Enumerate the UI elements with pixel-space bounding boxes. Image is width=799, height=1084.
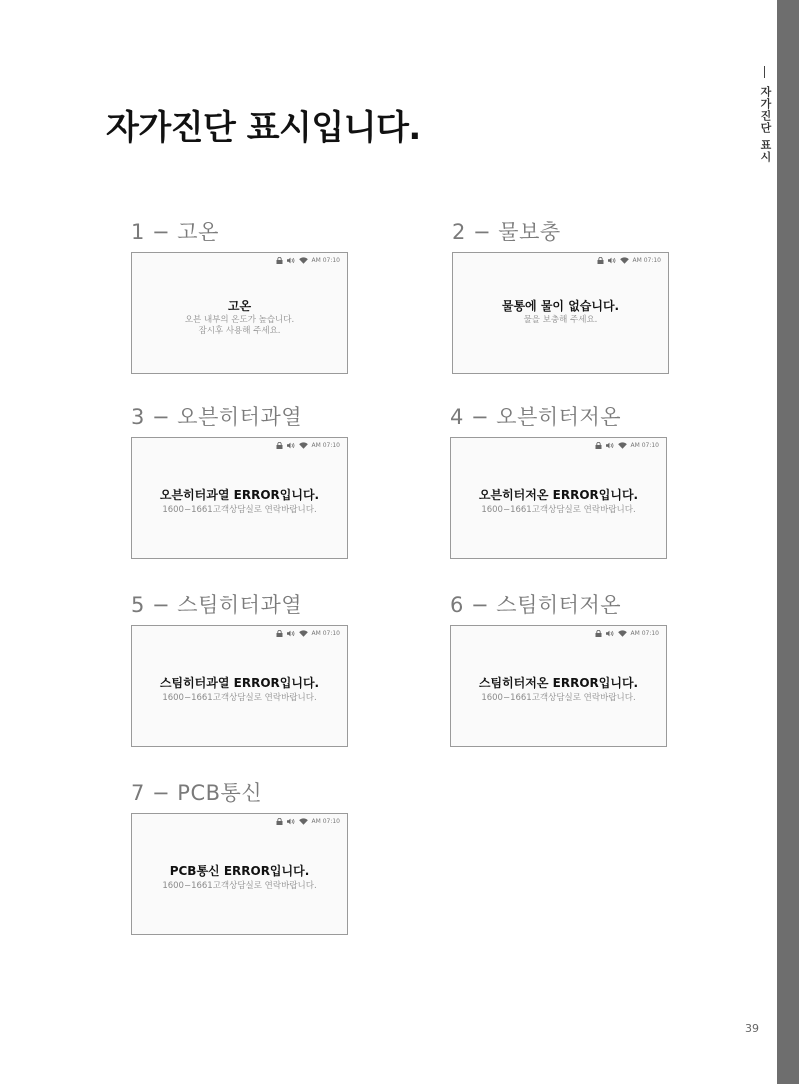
status-time: AM 07:10 [630, 630, 659, 637]
status-bar [597, 257, 661, 264]
lock-icon [595, 630, 602, 637]
screen-submessage [451, 693, 666, 704]
lock-icon [597, 257, 604, 264]
diagnostic-heading: 4 − 오븐히터저온 [450, 405, 622, 429]
page-title: 자가진단 표시입니다. [106, 108, 421, 148]
screen-message: 고온 [227, 299, 252, 313]
display-screen [131, 625, 348, 747]
display-screen [450, 437, 667, 559]
wifi-icon [618, 630, 627, 637]
screen-message: PCB통신 ERROR입니다. [169, 864, 310, 878]
diagnostic-heading: 7 − PCB통신 [131, 781, 263, 805]
screen-submessage [132, 693, 347, 704]
speaker-icon [606, 630, 614, 637]
diagnostic-heading: 1 − 고온 [131, 220, 219, 244]
wifi-icon [299, 630, 308, 637]
status-bar [276, 630, 340, 637]
screen-message: 스팀히터저온 ERROR입니다. [478, 676, 639, 690]
screen-message: 물통에 물이 없습니다. [501, 299, 620, 313]
side-tab-tick [764, 66, 765, 78]
wifi-icon [299, 818, 308, 825]
lock-icon [276, 257, 283, 264]
status-time: AM 07:10 [630, 442, 659, 449]
wifi-icon [299, 257, 308, 264]
status-bar [595, 630, 659, 637]
side-tab-bar [777, 0, 799, 1084]
lock-icon [276, 442, 283, 449]
page-number: 39 [745, 1022, 759, 1035]
lock-icon [595, 442, 602, 449]
screen-submessage-line: 1600−1661고객상담실로 연락바랍니다. [481, 693, 636, 703]
screen-submessage [451, 505, 666, 516]
speaker-icon [287, 442, 295, 449]
lock-icon [276, 630, 283, 637]
status-bar [276, 818, 340, 825]
screen-submessage-line: 1600−1661고객상담실로 연락바랍니다. [162, 505, 317, 515]
wifi-icon [299, 442, 308, 449]
screen-message: 스팀히터과열 ERROR입니다. [159, 676, 320, 690]
screen-submessage-line: 물을 보충해 주세요. [523, 315, 598, 325]
diagnostic-heading: 5 − 스팀히터과열 [131, 593, 303, 617]
display-screen [131, 252, 348, 374]
screen-submessage-line: 1600−1661고객상담실로 연락바랍니다. [162, 693, 317, 703]
screen-submessage [132, 505, 347, 516]
screen-submessage-line: 1600−1661고객상담실로 연락바랍니다. [162, 881, 317, 891]
display-screen [452, 252, 669, 374]
status-time: AM 07:10 [632, 257, 661, 264]
diagnostic-heading: 6 − 스팀히터저온 [450, 593, 622, 617]
screen-message: 오븐히터저온 ERROR입니다. [478, 488, 639, 502]
side-tab-label: 자가진단 표시 [759, 86, 772, 163]
speaker-icon [287, 630, 295, 637]
status-time: AM 07:10 [311, 630, 340, 637]
speaker-icon [606, 442, 614, 449]
status-time: AM 07:10 [311, 257, 340, 264]
wifi-icon [618, 442, 627, 449]
status-bar [595, 442, 659, 449]
screen-submessage-line: 1600−1661고객상담실로 연락바랍니다. [481, 505, 636, 515]
status-time: AM 07:10 [311, 442, 340, 449]
speaker-icon [287, 818, 295, 825]
screen-message: 오븐히터과열 ERROR입니다. [159, 488, 320, 502]
screen-submessage-line: 오븐 내부의 온도가 높습니다. [184, 315, 295, 325]
screen-submessage [132, 315, 347, 337]
screen-submessage [453, 315, 668, 326]
speaker-icon [608, 257, 616, 264]
screen-submessage [132, 881, 347, 892]
wifi-icon [620, 257, 629, 264]
speaker-icon [287, 257, 295, 264]
display-screen [131, 437, 348, 559]
diagnostic-heading: 3 − 오븐히터과열 [131, 405, 303, 429]
display-screen [131, 813, 348, 935]
lock-icon [276, 818, 283, 825]
status-time: AM 07:10 [311, 818, 340, 825]
status-bar [276, 442, 340, 449]
status-bar [276, 257, 340, 264]
screen-submessage-line: 잠시후 사용해 주세요. [198, 326, 281, 336]
display-screen [450, 625, 667, 747]
diagnostic-heading: 2 − 물보충 [452, 220, 561, 244]
